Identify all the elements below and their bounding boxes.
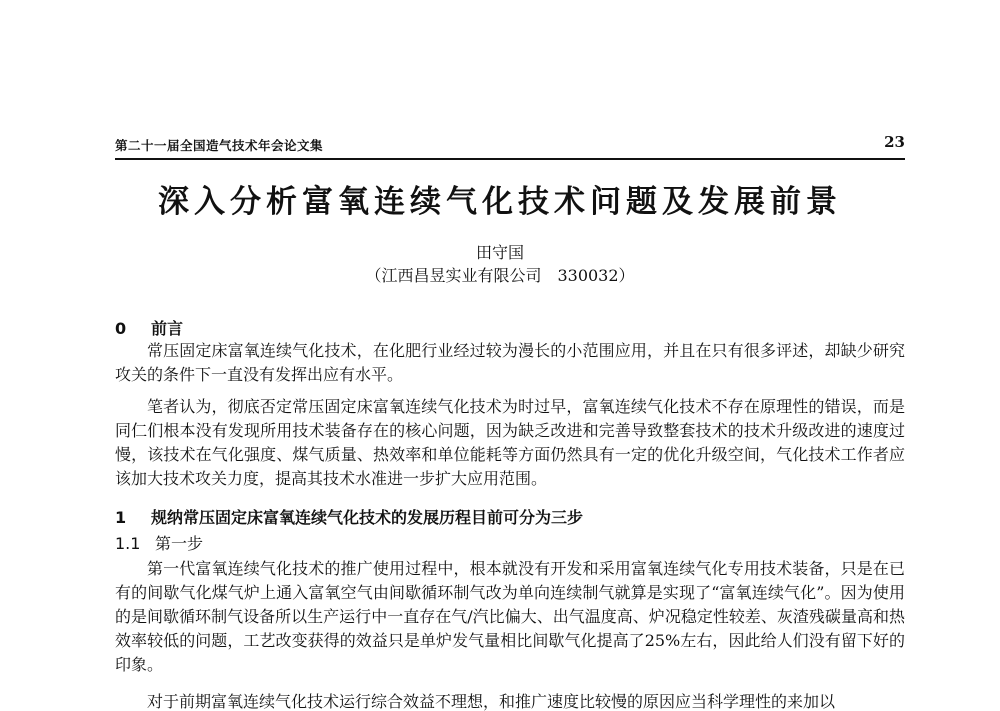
cut-off-text-line bbox=[115, 692, 905, 711]
section-title: 前言 bbox=[151, 319, 184, 338]
section-number: 0 bbox=[115, 319, 127, 338]
running-title: 第二十一届全国造气技术年会论文集 bbox=[115, 138, 324, 153]
section-heading-1 bbox=[115, 505, 583, 528]
running-header bbox=[115, 133, 905, 160]
paragraph-intro-1: 常压固定床富氧连续气化技术，在化肥行业经过较为漫长的小范围应用，并且在只有很多评述，却缺少研究攻关的条件下一直没有发挥出应有水平。 bbox=[115, 341, 905, 384]
paragraph-partial: 对于前期富氧连续气化技术运行综合效益不理想，和推广速度比较慢的原因应当科学理性的来加以 bbox=[147, 692, 836, 711]
article-title: 深入分析富氧连续气化技术问题及发展前景 bbox=[158, 184, 842, 220]
author-name: 田守国 bbox=[475, 243, 524, 262]
subsection-heading-1-1 bbox=[115, 531, 203, 554]
paragraph-intro-2: 笔者认为，彻底否定常压固定床富氧连续气化技术为时过早，富氧连续气化技术不存在原理性的错误，而是同仁们根本没有发现所用技术装备存在的核心问题，因为缺乏改进和完善导致整套技术的技术升级改进的速度过慢，该技术在气化强度、煤气质量、热效率和单位能耗等方面仍然具有一定的优化升级空间，气化技术工作者应该加大技术攻关力度，提高其技术水准进一步扩大应用范围。 bbox=[115, 397, 905, 488]
section-title: 规纳常压固定床富氧连续气化技术的发展历程目前可分为三步 bbox=[151, 508, 584, 527]
subsection-title: 第一步 bbox=[155, 534, 204, 553]
paragraph-step-1: 第一代富氧连续气化技术的推广使用过程中，根本就没有开发和采用富氧连续气化专用技术装备，只是在已有的间歇气化煤气炉上通入富氧空气由间歇循环制气改为单向连续制气就算是实现了“富氧连续气化”。因为使用的是间歇循环制气设备所以生产运行中一直存在气/汽比偏大、出气温度高、炉况稳定性较差、灰渣残碳量高和热效率较低的问题，工艺改变获得的效益只是单炉发气量相比间歇气化提高了25%左右，因此给人们没有留下好的印象。 bbox=[115, 559, 905, 674]
subsection-number: 1.1 bbox=[115, 534, 141, 553]
section-number: 1 bbox=[115, 508, 127, 527]
author-affiliation: （江西昌昱实业有限公司 330032） bbox=[365, 266, 635, 285]
page-number: 23 bbox=[884, 133, 905, 151]
section-heading-0 bbox=[115, 316, 183, 339]
